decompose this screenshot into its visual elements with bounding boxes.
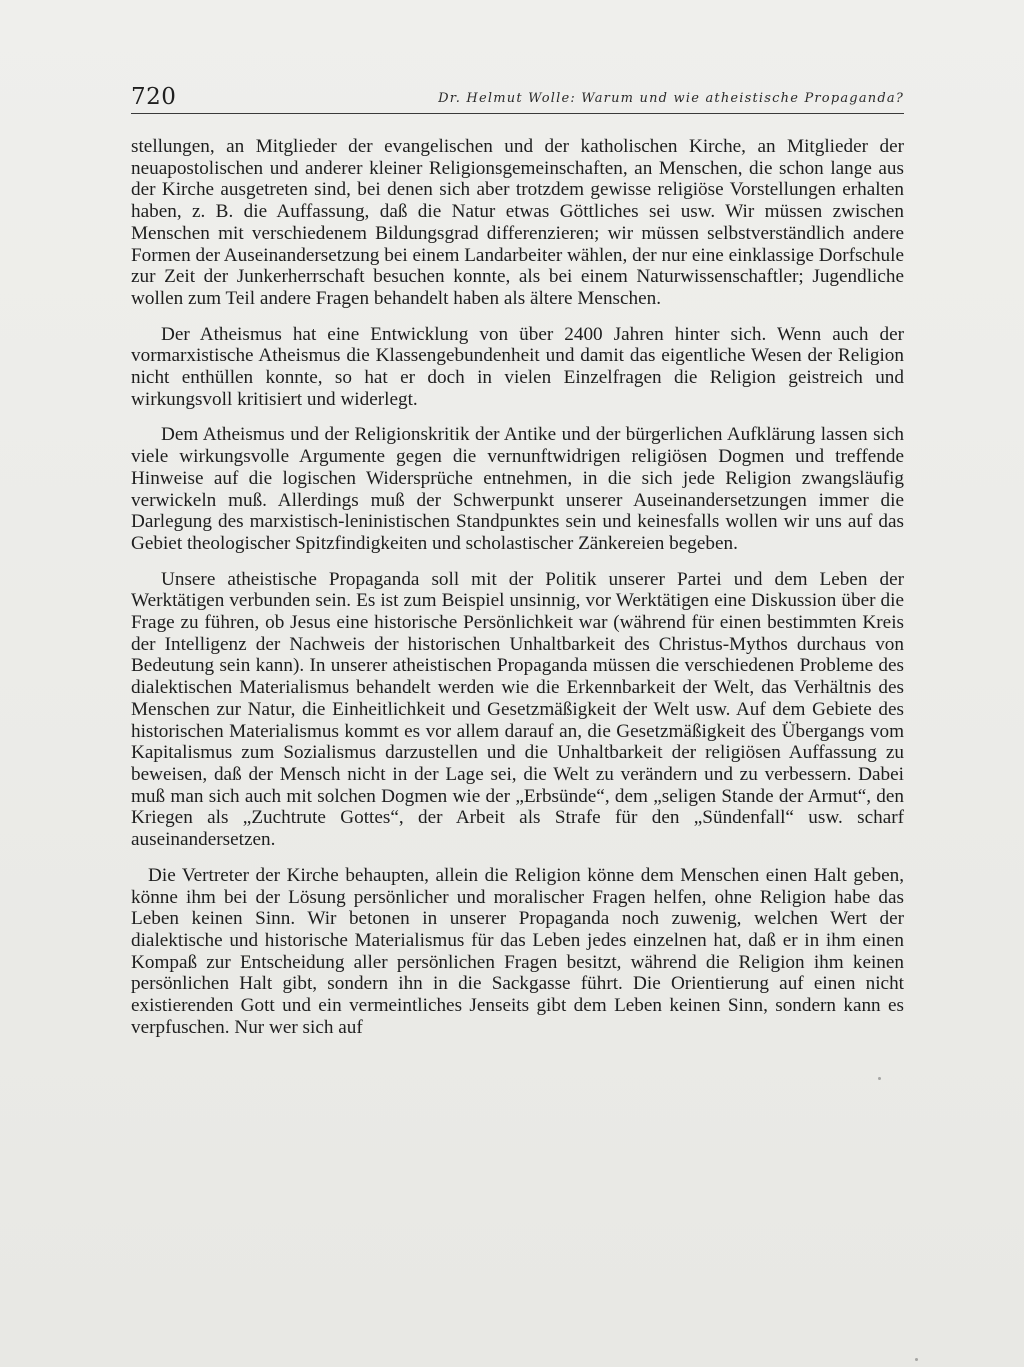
page-number: 720 — [131, 84, 177, 110]
scan-speck — [915, 1358, 918, 1361]
page-header — [131, 80, 904, 114]
paragraph-4: Unsere atheistische Propaganda soll mit der Politik unserer Partei und dem Leben der Werktätigen verbunden sein. Es ist zum Beispiel unsinnig, vor Werktätigen eine Diskussion über die Frage zu führen, ob Jesus eine historische Persönlichkeit war (während für einen bestimmten Kreis der Intelligenz der Nachweis der historischen Unhaltbarkeit des Christus-Mythos durchaus von Bedeutung sein kann). In unserer atheistischen Propaganda müssen die verschiedenen Probleme des dialektischen Materialismus behandelt werden wie die Erkennbarkeit der Welt, das Verhältnis des Menschen zur Natur, die Einheitlichkeit und Gesetzmäßigkeit der Welt usw. Auf dem Gebiete des historischen Materialismus kommt es vor allem darauf an, die Gesetzmäßigkeit des Übergangs vom Kapitalismus zum Sozialismus darzustellen und die Unhaltbarkeit der religiösen Auffassung zu beweisen, daß der Mensch nicht in der Lage sei, die Welt zu verändern und zu verbessern. Dabei muß man sich auch mit solchen Dogmen wie der „Erbsünde“, dem „seligen Stande der Armut“, den Kriegen als „Zuchtrute Gottes“, der Arbeit als Strafe für den „Sündenfall“ usw. scharf auseinandersetzen. — [131, 568, 904, 851]
paragraph-5: Die Vertreter der Kirche behaupten, allein die Religion könne dem Menschen einen Halt geben, könne ihm bei der Lösung persönlicher und moralischer Fragen helfen, ohne Religion habe das Leben keinen Sinn. Wir betonen in unserer Propaganda noch zuwenig, welchen Wert der dialektische und historische Materialismus für das Leben jedes einzelnen hat, daß er in ihm einen Kompaß zur Entscheidung aller persönlichen Fragen besitzt, während die Religion ihm keinen persönlichen Halt gibt, sondern ihn in die Sackgasse führt. Die Orientierung auf einen nicht existierenden Gott und ein vermeintliches Jenseits gibt dem Leben keinen Sinn, sondern kann es verpfuschen. Nur wer sich auf — [131, 864, 904, 1038]
scan-speck — [878, 1077, 881, 1080]
body-text — [131, 136, 904, 1038]
paragraph-2: Der Atheismus hat eine Entwicklung von über 2400 Jahren hinter sich. Wenn auch der vormarxistische Atheismus die Klassengebundenheit und damit das eigentliche Wesen der Religion nicht enthüllen konnte, so hat er doch in vielen Einzelfragen die Religion geistreich und wirkungsvoll kritisiert und widerlegt. — [131, 323, 904, 410]
running-title: Dr. Helmut Wolle: Warum und wie atheistische Propaganda? — [438, 91, 904, 106]
paragraph-1: stellungen, an Mitglieder der evangelischen und der katholischen Kirche, an Mitglieder der neuapostolischen und anderer kleiner Religionsgemeinschaften, an Menschen, die schon lange aus der Kirche ausgetreten sind, bei denen sich aber trotzdem gewisse religiöse Vorstellungen erhalten haben, z. B. die Auffassung, daß die Natur etwas Göttliches sei usw. Wir müssen zwischen Menschen mit verschiedenem Bildungsgrad differenzieren; wir müssen selbstverständlich andere Formen der Auseinandersetzung bei einem Landarbeiter wählen, der nur eine einklassige Dorfschule zur Zeit der Junkerherrschaft besuchen konnte, als bei einem Naturwissenschaftler; Jugendliche wollen zum Teil andere Fragen behandelt haben als ältere Menschen. — [131, 136, 904, 309]
paragraph-3: Dem Atheismus und der Religionskritik der Antike und der bürgerlichen Aufklärung lassen sich viele wirkungsvolle Argumente gegen die vernunftwidrigen religiösen Dogmen und treffende Hinweise auf die logischen Widersprüche entnehmen, in die sich jede Religion zwangsläufig verwickeln muß. Allerdings muß der Schwerpunkt unserer Auseinandersetzungen immer die Darlegung des marxistisch-leninistischen Standpunktes sein und keinesfalls wollen wir uns auf das Gebiet theologischer Spitzfindigkeiten und scholastischer Zänkereien begeben. — [131, 424, 904, 554]
